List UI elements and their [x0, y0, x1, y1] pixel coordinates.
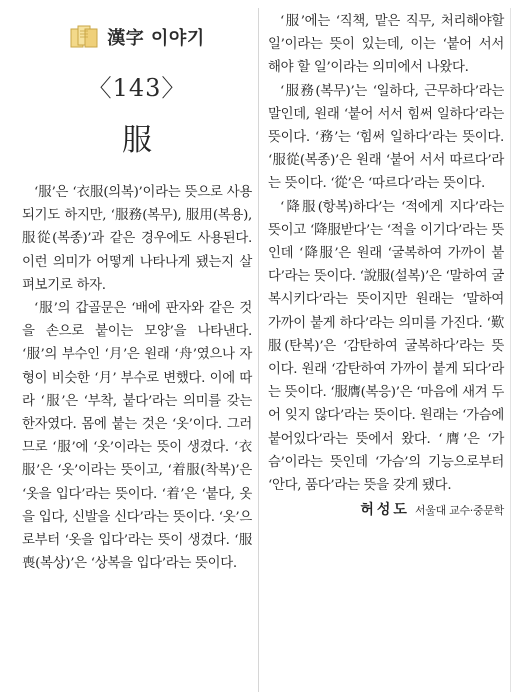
body-paragraph: ‘服’에는 ‘직책, 맡은 직무, 처리해야할 일’이라는 뜻이 있는데, 이는 ‘붙어 서서 해야 할 일’이라는 의미에서 나왔다. [268, 14, 504, 76]
column-divider [258, 8, 259, 692]
right-column [268, 10, 504, 519]
series-title: 漢字 이야기 [107, 28, 205, 49]
featured-character: 服 [122, 123, 152, 158]
byline [268, 499, 504, 519]
left-column [22, 18, 252, 575]
body-paragraph: ‘服務(복무)’는 ‘일하다, 근무하다’라는 말인데, 원래 ‘붙어 서서 힘써 일하다’라는 뜻이다. ‘務’는 ‘힘써 일하다’라는 뜻이다. ‘服從(복종)’은 원래 ‘붙어 서서 따르다’라는 뜻이다. ‘從’은 ‘따르다’라는 뜻이다. [268, 83, 504, 192]
author-affiliation: 서울대 교수·중문학 [414, 504, 504, 518]
right-edge-rule [510, 8, 511, 692]
series-header [22, 20, 252, 54]
body-paragraph: ‘服’의 갑골문은 ‘배에 판자와 같은 것을 손으로 붙이는 모양’을 나타낸다. ‘服’의 부수인 ‘月’은 원래 ‘舟’였으나 자형이 비슷한 ‘月’ 부수로 변했다. 이에 따라 ‘服’은 ‘부착, 붙다’라는 의미를 갖는 한자였다. 몸에 붙는 것은 ‘옷’이다. 그러므로 ‘服’에 ‘옷’이라는 뜻이 생겼다. ‘衣服’은 ‘옷’이라는 뜻이고, ‘着服(착복)’은 ‘옷을 입다’라는 뜻이다. ‘着’은 ‘붙다, 옷을 입다, 신발을 신다’라는 뜻이다. ‘옷’으로부터 ‘옷을 입다’라는 뜻이 생겼다. ‘服喪(복상)’은 ‘상복을 입다’라는 뜻이다. [22, 301, 252, 572]
issue-number: 〈143〉 [87, 74, 187, 102]
books-icon [69, 24, 99, 50]
body-paragraph: ‘降服(항복)하다’는 ‘적에게 지다’라는 뜻이고 ‘降服받다’는 ‘적을 이기다’라는 뜻인데 ‘降服’은 원래 ‘굴복하여 가까이 붙다’라는 뜻이다. ‘說服(설복)’은 ‘말하여 굴복시키다’라는 뜻이지만 원래는 ‘말하여 가까이 붙게 하다’라는 의미를 가진다. ‘歎服(탄복)’은 ‘감탄하여 굴복하다’라는 뜻이다. 원래 ‘감탄하여 가까이 붙게 되다’라는 뜻이다. ‘服膺(복응)’은 ‘마음에 새겨 두어 잊지 않다’라는 뜻이다. 원래는 ‘가슴에 붙어있다’라는 뜻에서 왔다. ‘膺’은 ‘가슴’이라는 뜻인데 ‘가슴’의 기능으로부터 ‘안다, 품다’라는 뜻을 갖게 됐다. [268, 199, 504, 494]
body-paragraph: ‘服’은 ‘衣服(의복)’이라는 뜻으로 사용되기도 하지만, ‘服務(복무), 服用(복용), 服從(복종)’과 같은 경우에도 사용된다. 이런 의미가 어떻게 나타나게 됐는지 살펴보기로 하자. [22, 185, 252, 293]
author-name: 허성도 [360, 502, 410, 519]
